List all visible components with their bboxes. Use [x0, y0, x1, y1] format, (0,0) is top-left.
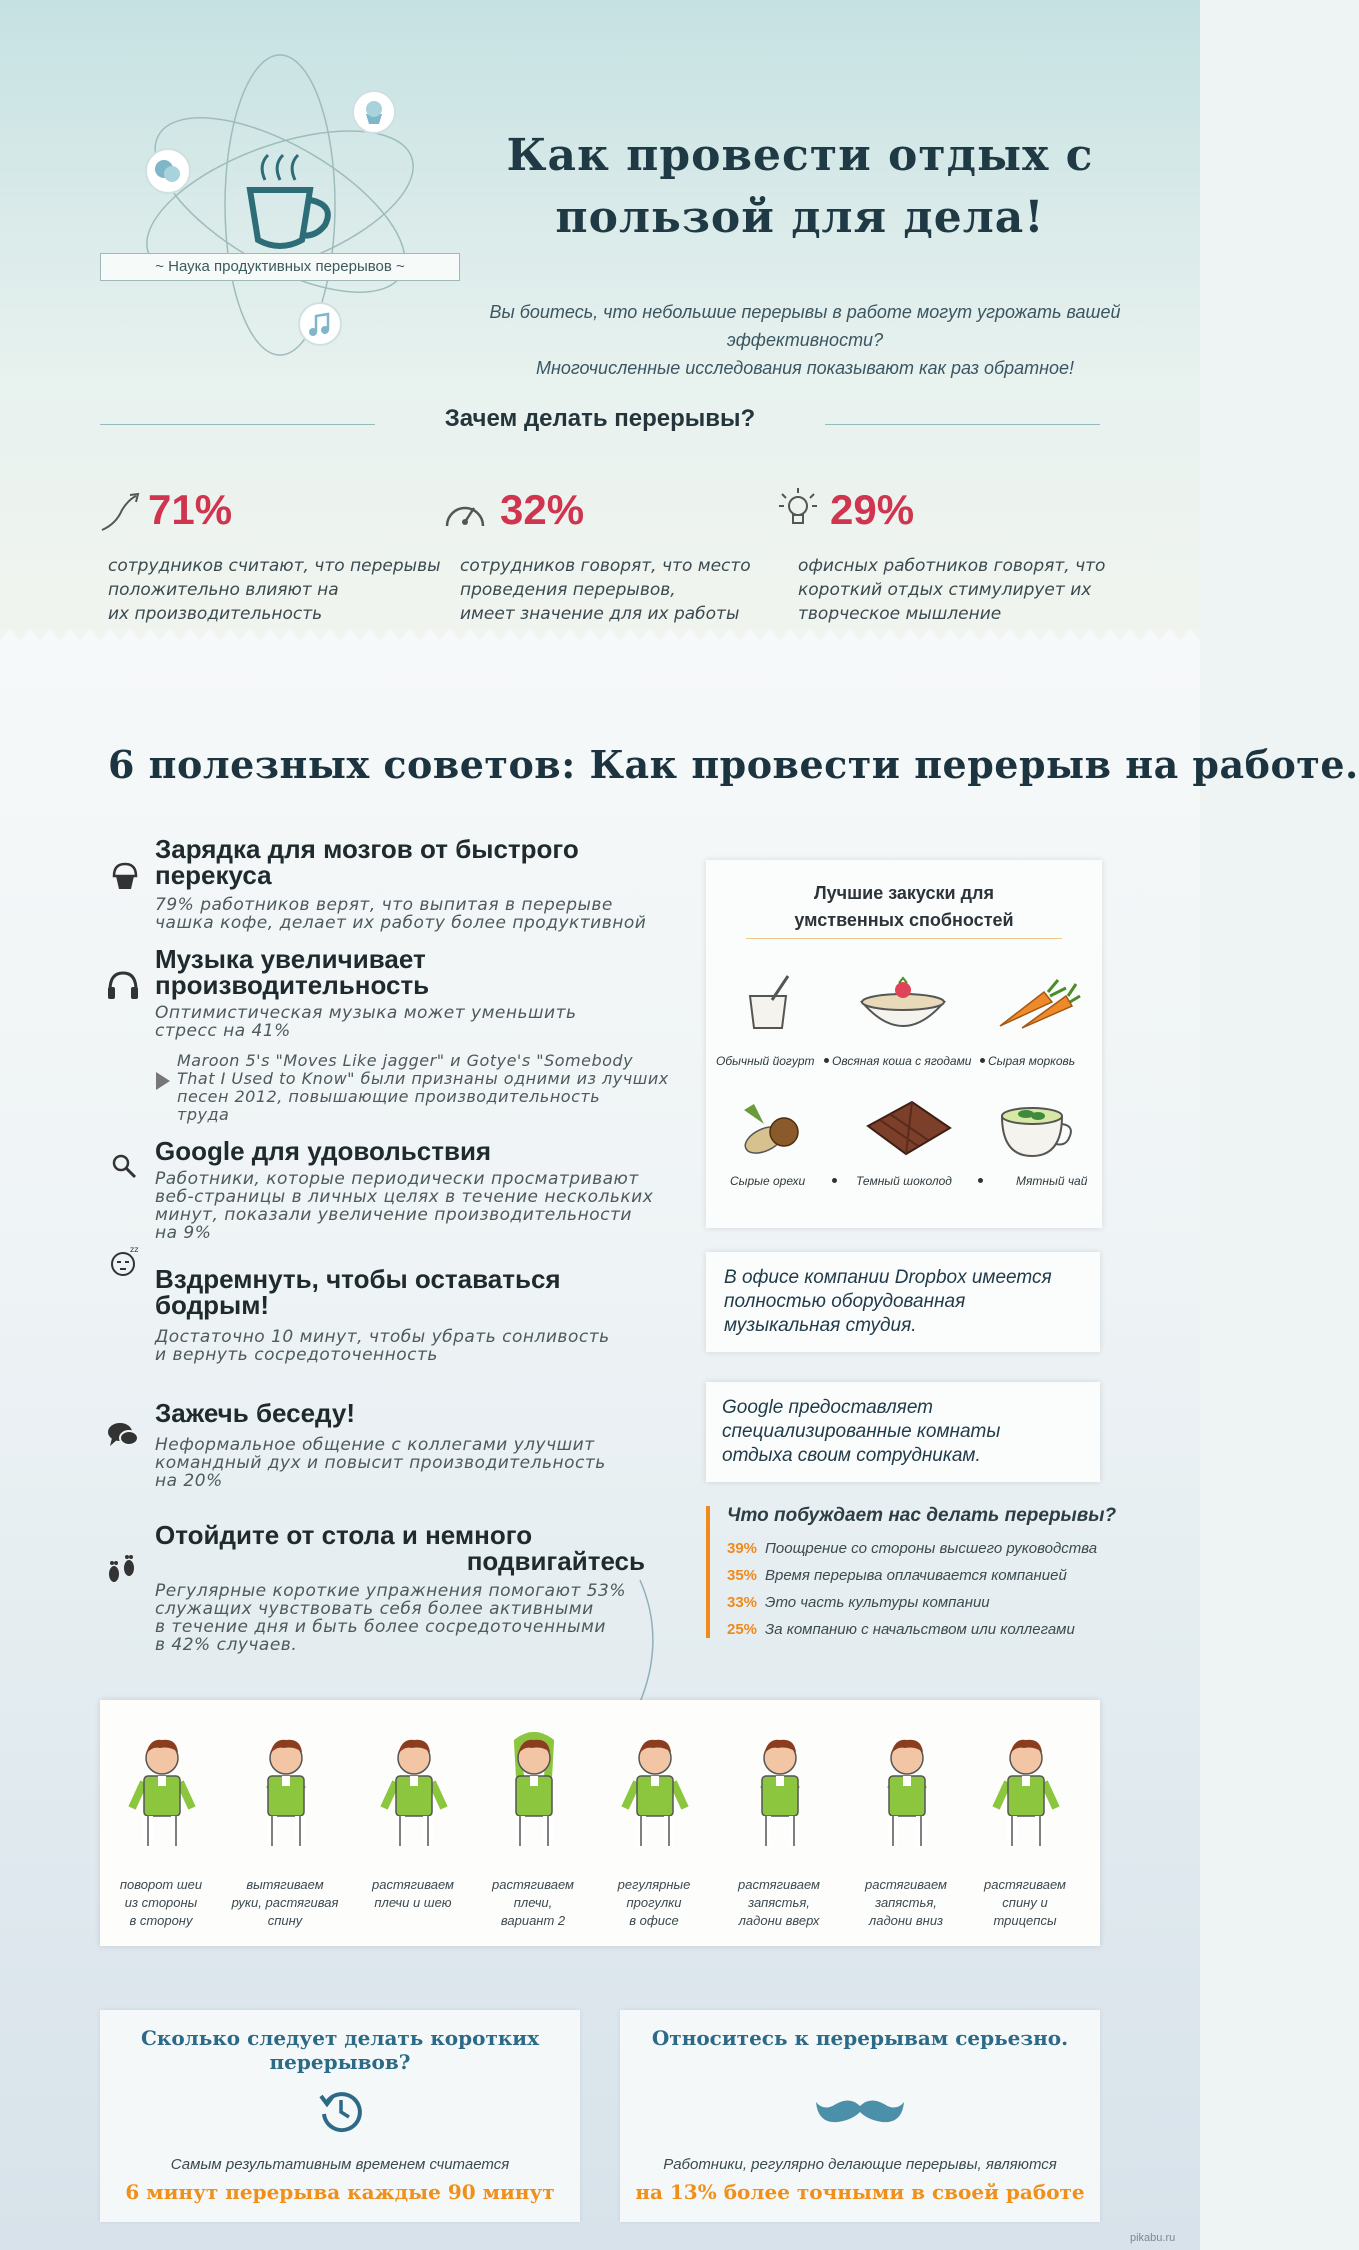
tip-2-heading-line-1: Музыка увеличивает [155, 944, 426, 974]
dropbox-fact-card [706, 1252, 1100, 1352]
take-seriously-accent: на 13% более точными в своей работе [635, 2180, 1085, 2204]
exercise-caption-5 [599, 1876, 709, 1930]
stat-3-line-3: творческое мышление [798, 604, 1002, 624]
tip-2-text-line-2: стресс на 41% [155, 1021, 291, 1041]
snack-caption-3: Сырая морковь [988, 1054, 1076, 1068]
svg-text:zz: zz [130, 1245, 139, 1254]
tip-2-heading [155, 946, 429, 998]
trend-arrow-icon [98, 490, 142, 534]
tip-5-text-line-2: командный дух и повысит производительность [155, 1453, 606, 1473]
caption-bullet [832, 1178, 837, 1183]
oatmeal-icon [858, 976, 948, 1038]
stat-1-line-3: их производительность [108, 604, 323, 624]
snack-caption-1: Обычный йогурт [716, 1054, 815, 1068]
carrot-icon [992, 978, 1082, 1034]
break-frequency-accent: 6 минут перерыва каждые 90 минут [125, 2180, 555, 2204]
reason-4-text: За компанию с начальством или коллегами [765, 1621, 1075, 1638]
tip-4-text-line-1: Достаточно 10 минут, чтобы убрать сонливость [155, 1327, 610, 1347]
song-note-line-1: Maroon 5's "Moves Like jagger" и Gotye's "Somebody [177, 1051, 634, 1070]
exercise-4-line-2: плечи, [513, 1895, 553, 1910]
tip-6-text [155, 1582, 626, 1654]
tip-4-text [155, 1328, 610, 1364]
reason-1-pct: 39% [727, 1540, 758, 1557]
exercise-figure-4 [492, 1728, 576, 1852]
exercise-1-line-1: поворот шеи [119, 1877, 203, 1892]
exercise-2-line-1: вытягиваем [246, 1877, 324, 1892]
song-note-line-4: труда [177, 1105, 230, 1124]
exercise-figure-7 [865, 1728, 949, 1852]
exercise-figure-2 [244, 1728, 328, 1852]
snack-caption-6: Мятный чай [1016, 1174, 1088, 1188]
exercise-figure-3 [372, 1728, 456, 1852]
sleep-face-icon [108, 1244, 142, 1278]
chat-bubble-icon [145, 148, 191, 194]
tip-4-heading [155, 1266, 561, 1318]
tip-6-text-line-1: Регулярные короткие упражнения помогают 53% [155, 1581, 626, 1601]
snacks-card [706, 860, 1102, 1228]
exercise-6-line-1: растягиваем [738, 1877, 820, 1892]
take-seriously-heading: Относитесь к перерывам серьезно. [651, 2026, 1069, 2050]
break-frequency-text: Самым результативным временем считается [170, 2156, 510, 2173]
exercise-7-line-3: ладони вниз [868, 1913, 944, 1928]
tip-3-heading: Google для удовольствия [155, 1136, 492, 1166]
tip-6-heading [155, 1522, 645, 1574]
nuts-icon [734, 1096, 806, 1164]
exercise-8-line-3: трицепсы [993, 1913, 1057, 1928]
chat-bubbles-icon [106, 1418, 140, 1452]
cupcake-orbit-icon [352, 90, 396, 134]
stat-2-line-2: проведения перерывов, [460, 580, 676, 600]
reasons-heading: Что побуждает нас делать перерывы? [727, 1505, 1117, 1526]
tip-2-song-note [177, 1052, 669, 1124]
tip-3-text-line-2: веб-страницы в личных целях в течение нескольких [155, 1187, 654, 1207]
exercise-2-line-2: руки, растягивая [231, 1895, 339, 1910]
exercise-1-line-3: в сторону [129, 1913, 193, 1928]
break-frequency-heading-line-1: Сколько следует делать коротких [140, 2026, 540, 2050]
yogurt-icon [736, 972, 800, 1036]
speedometer-icon [442, 492, 488, 532]
tip-5-heading: Зажечь беседу! [155, 1398, 355, 1428]
google-fact-line-1: Google предоставляет [722, 1397, 934, 1418]
stat-2-line-3: имеет значение для их работы [460, 604, 740, 624]
lightbulb-icon [778, 486, 818, 532]
reason-3-text: Это часть культуры компании [765, 1594, 990, 1611]
take-seriously-card [620, 2010, 1100, 2222]
tips-title: 6 полезных советов: Как провести перерыв на работе. [108, 742, 1359, 787]
exercise-5-line-2: прогулки [626, 1895, 682, 1910]
stat-text-1 [108, 554, 441, 626]
chocolate-icon [862, 1098, 954, 1160]
exercise-5-line-3: в офисе [629, 1913, 679, 1928]
tip-5-text [155, 1436, 606, 1490]
reason-item-3 [727, 1594, 1167, 1611]
tip-4-text-line-2: и вернуть сосредоточенность [155, 1345, 438, 1365]
caption-bullet [980, 1058, 985, 1063]
tip-3-text-line-3: минут, показали увеличение производительности [155, 1205, 632, 1225]
exercise-8-line-1: растягиваем [984, 1877, 1066, 1892]
stat-text-2 [460, 554, 751, 626]
exercise-caption-1 [106, 1876, 216, 1930]
exercise-7-line-2: запястья, [875, 1895, 937, 1910]
tip-6-heading-line-2: подвигайтесь [466, 1546, 645, 1576]
stat-value-3: 29% [830, 486, 915, 533]
tip-1-text-line-1: 79% работников верят, что выпитая в перерыве [155, 895, 613, 915]
exercise-5-line-1: регулярные [617, 1877, 691, 1892]
reason-item-1 [727, 1540, 1167, 1557]
watermark: pikabu.ru [1130, 2232, 1176, 2244]
dropbox-fact-line-1: В офисе компании Dropbox имеется [724, 1267, 1052, 1288]
snack-caption-5: Темный шоколод [856, 1174, 952, 1188]
stat-2-line-1: сотрудников говорят, что место [460, 556, 751, 576]
exercise-caption-2 [230, 1876, 340, 1930]
reason-2-text: Время перерыва оплачивается компанией [765, 1567, 1067, 1584]
caption-bullet [978, 1178, 983, 1183]
exercise-figure-5 [613, 1728, 697, 1852]
tip-2-text-line-1: Оптимистическая музыка может уменьшить [155, 1003, 577, 1023]
dropbox-fact-line-3: музыкальная студия. [724, 1315, 917, 1336]
tip-5-text-line-3: на 20% [155, 1471, 223, 1491]
reasons-accent-bar [706, 1506, 710, 1638]
reason-1-text: Поощрение со стороны высшего руководства [765, 1540, 1098, 1557]
page-title-text: Как провести отдых с пользой для дела! [506, 130, 1094, 243]
exercise-6-line-2: запястья, [748, 1895, 810, 1910]
tip-1-text-line-2: чашка кофе, делает их работу более продуктивной [155, 913, 647, 933]
reason-4-pct: 25% [727, 1621, 758, 1638]
tagline-ribbon: ~ Наука продуктивных перерывов ~ [100, 253, 460, 281]
tip-4-heading-line-2: бодрым! [155, 1290, 270, 1320]
exercise-caption-7 [851, 1876, 961, 1930]
mint-tea-icon [996, 1100, 1076, 1160]
exercise-caption-4 [478, 1876, 588, 1930]
tip-1-heading-line-2: перекуса [155, 860, 272, 890]
stat-value-1: 71% [148, 486, 233, 533]
subtitle-line-1: Вы боитесь, что небольшие перерывы в работе могут угрожать вашей эффективности? [489, 302, 1121, 350]
snacks-divider [746, 938, 1062, 939]
tip-5-text-line-1: Неформальное общение с коллегами улучшит [155, 1435, 595, 1455]
exercise-6-line-3: ладони вверх [738, 1913, 820, 1928]
tip-2-text [155, 1004, 577, 1040]
tip-6-text-line-3: в течение дня и быть более сосредоточенными [155, 1617, 606, 1637]
exercise-8-line-2: спину и [1002, 1895, 1048, 1910]
stat-3-line-2: короткий отдых стимулирует их [798, 580, 1092, 600]
google-fact-text [722, 1396, 1000, 1468]
reason-item-2 [727, 1567, 1167, 1584]
subtitle-line-2: Многочисленные исследования показывают как раз обратное! [535, 358, 1075, 378]
break-frequency-card [100, 2010, 580, 2222]
tip-6-text-line-2: служащих чувствовать себя более активными [155, 1599, 594, 1619]
exercise-caption-8 [970, 1876, 1080, 1930]
footprints-icon [104, 1552, 140, 1588]
cupcake-icon [108, 858, 142, 892]
exercise-figure-8 [984, 1728, 1068, 1852]
exercise-1-line-2: из стороны [124, 1895, 198, 1910]
clock-refresh-icon [318, 2088, 364, 2134]
reason-item-4 [727, 1621, 1167, 1638]
caption-bullet [824, 1058, 829, 1063]
reason-3-pct: 33% [727, 1594, 758, 1611]
snacks-heading [706, 880, 1102, 934]
google-fact-line-2: специализированные комнаты [722, 1421, 1001, 1442]
exercise-3-line-1: растягиваем [372, 1877, 454, 1892]
tip-1-heading-line-1: Зарядка для мозгов от быстрого [155, 834, 579, 864]
tip-4-heading-line-1: Вздремнуть, чтобы оставаться [155, 1264, 561, 1294]
google-fact-line-3: отдыха своим сотрудникам. [722, 1445, 981, 1466]
music-note-icon [298, 302, 342, 346]
tip-6-text-line-4: в 42% случаев. [155, 1635, 298, 1655]
tip-1-heading [155, 836, 579, 888]
mustache-icon [814, 2092, 906, 2132]
exercise-figure-6 [738, 1728, 822, 1852]
tip-3-text [155, 1170, 653, 1242]
magnifier-icon [110, 1152, 138, 1180]
zigzag-divider [0, 628, 1200, 652]
snack-caption-4: Сырые орехи [730, 1174, 806, 1188]
atom-cup-logo [130, 40, 430, 360]
stat-1-line-2: положительно влияют на [108, 580, 339, 600]
exercise-4-line-3: вариант 2 [500, 1913, 566, 1928]
break-frequency-heading [100, 2026, 580, 2074]
page-subtitle [420, 298, 1190, 382]
stat-text-3 [798, 554, 1105, 626]
tip-3-text-line-4: на 9% [155, 1223, 212, 1243]
take-seriously-text: Работники, регулярно делающие перерывы, являются [663, 2156, 1057, 2173]
exercise-7-line-1: растягиваем [865, 1877, 947, 1892]
snacks-heading-line-2: умственных спобностей [794, 910, 1014, 930]
tip-6-heading-line-1: Отойдите от стола и немного [155, 1520, 533, 1550]
exercise-caption-3 [358, 1876, 468, 1912]
exercise-4-line-1: растягиваем [492, 1877, 574, 1892]
snacks-heading-line-1: Лучшие закуски для [814, 883, 994, 903]
exercise-caption-6 [724, 1876, 834, 1930]
dropbox-fact-line-2: полностью оборудованная [724, 1291, 966, 1312]
headphones-icon [106, 968, 140, 1002]
exercise-3-line-2: плечи и шею [374, 1895, 452, 1910]
dropbox-fact-text [724, 1266, 1052, 1338]
google-fact-card [706, 1382, 1100, 1482]
tip-3-text-line-1: Работники, которые периодически просматривают [155, 1169, 639, 1189]
exercise-2-line-3: спину [267, 1913, 303, 1928]
tip-2-heading-line-2: производительность [155, 970, 430, 1000]
break-frequency-heading-line-2: перерывов? [269, 2050, 411, 2074]
tip-1-text [155, 896, 646, 932]
stat-1-line-1: сотрудников считают, что перерывы [108, 556, 441, 576]
stat-3-line-1: офисных работников говорят, что [798, 556, 1106, 576]
why-heading: Зачем делать перерывы? [444, 405, 756, 432]
song-note-line-3: песен 2012, повышающие производительность [177, 1087, 601, 1106]
reason-2-pct: 35% [727, 1567, 758, 1584]
song-note-line-2: That I Used to Know" были признаны одними из лучших [177, 1069, 669, 1088]
play-triangle-icon [156, 1072, 170, 1090]
snack-caption-2: Овсяная коша с ягодами [832, 1054, 972, 1068]
page-title [400, 125, 1200, 249]
exercise-figure-1 [120, 1728, 204, 1852]
stat-value-2: 32% [500, 486, 585, 533]
